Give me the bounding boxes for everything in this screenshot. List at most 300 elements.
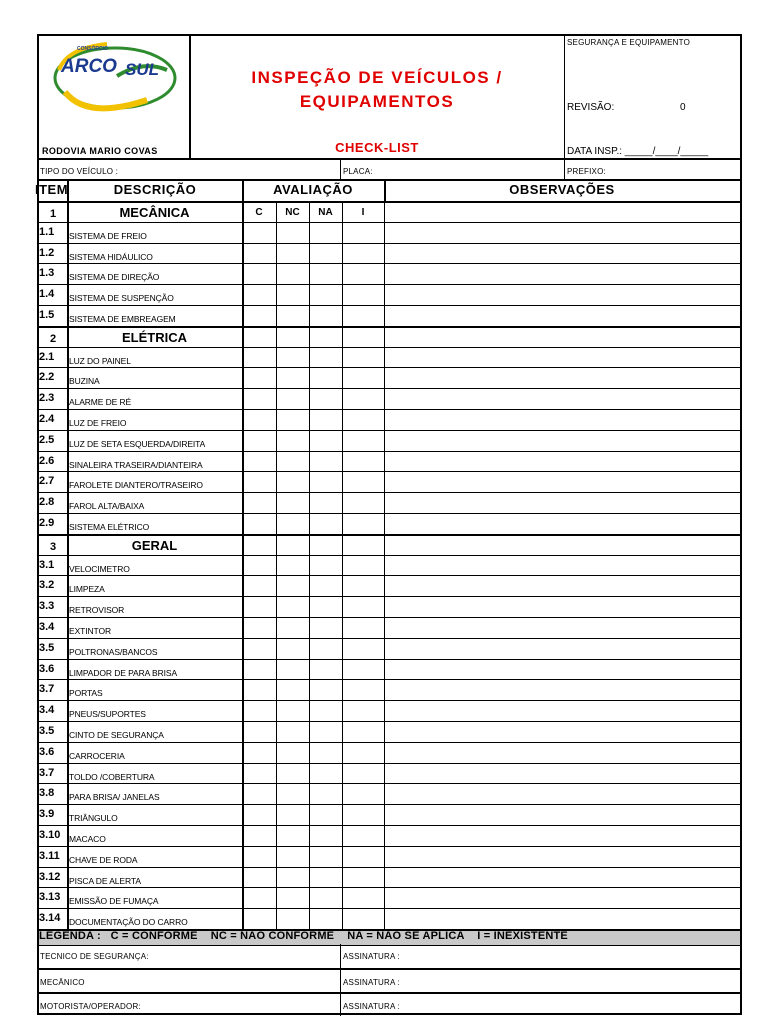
observation-field[interactable] <box>385 265 740 284</box>
checkbox-nc[interactable] <box>277 515 309 534</box>
observation-field[interactable] <box>385 661 740 680</box>
header-divider-right <box>564 36 565 158</box>
checkbox-nc[interactable] <box>277 889 309 908</box>
page-title-line2: EQUIPAMENTOS <box>299 92 455 111</box>
table-row <box>39 222 740 243</box>
observation-field[interactable] <box>385 411 740 430</box>
checkbox-na[interactable] <box>310 307 342 326</box>
item-number: 3.13 <box>39 891 61 904</box>
observation-field[interactable] <box>385 473 740 492</box>
table-row <box>39 263 740 284</box>
checkbox-na[interactable] <box>310 661 342 680</box>
observation-field[interactable] <box>385 369 740 388</box>
checkbox-na[interactable] <box>310 619 342 638</box>
signature-row <box>39 992 740 1016</box>
table-row <box>39 575 740 596</box>
checkbox-na[interactable] <box>310 515 342 534</box>
checkbox-na[interactable] <box>310 806 342 825</box>
observation-field[interactable] <box>385 245 740 264</box>
item-number: 2.7 <box>39 475 55 488</box>
signature-field[interactable]: ASSINATURA : <box>343 978 400 987</box>
column-divider <box>384 328 385 347</box>
checkbox-c[interactable] <box>243 286 276 305</box>
header-column-divider <box>242 179 244 201</box>
observation-field[interactable] <box>385 307 740 326</box>
checkbox-nc[interactable] <box>277 785 309 804</box>
checkbox-i[interactable] <box>343 598 384 617</box>
checkbox-na[interactable] <box>310 473 342 492</box>
checkbox-i[interactable] <box>343 785 384 804</box>
table-row <box>39 783 740 804</box>
checkbox-c[interactable] <box>243 390 276 409</box>
item-number: 3.1 <box>39 558 55 571</box>
checkbox-na[interactable] <box>310 785 342 804</box>
observation-field[interactable] <box>385 744 740 763</box>
column-divider <box>67 368 69 388</box>
item-number: 1 <box>49 208 57 220</box>
column-divider <box>67 868 69 888</box>
checkbox-c[interactable] <box>243 577 276 596</box>
checkbox-c[interactable] <box>243 307 276 326</box>
item-number: 2 <box>49 332 57 345</box>
checkbox-na[interactable] <box>310 744 342 763</box>
checkbox-i[interactable] <box>343 910 384 929</box>
page-subtitle: CHECK-LIST <box>335 140 419 155</box>
item-number: 3.9 <box>39 808 55 821</box>
table-row <box>39 347 740 368</box>
checkbox-na[interactable] <box>310 349 342 368</box>
checkbox-i[interactable] <box>343 224 384 243</box>
item-description: SISTEMA HIDÁULICO <box>69 251 153 262</box>
table-row <box>39 679 740 700</box>
checkbox-c[interactable] <box>243 827 276 846</box>
column-divider <box>67 764 69 784</box>
column-divider <box>67 805 69 825</box>
signature-divider <box>340 970 341 992</box>
checkbox-nc[interactable] <box>277 307 309 326</box>
signature-role[interactable]: TECNICO DE SEGURANÇA: <box>40 952 149 961</box>
checkbox-c[interactable] <box>243 723 276 742</box>
observation-field[interactable] <box>385 765 740 784</box>
checkbox-na[interactable] <box>310 910 342 929</box>
observation-field[interactable] <box>385 577 740 596</box>
checkbox-c[interactable] <box>243 702 276 721</box>
arcosul-logo <box>47 40 182 118</box>
checkbox-nc[interactable] <box>277 640 309 659</box>
column-divider <box>276 328 277 347</box>
checkbox-nc[interactable] <box>277 265 309 284</box>
signature-row <box>39 944 740 968</box>
checkbox-na[interactable] <box>310 411 342 430</box>
divider-prefix <box>564 160 565 180</box>
item-description: FAROLETE DIANTERO/TRASEIRO <box>69 480 203 491</box>
checkbox-nc[interactable] <box>277 245 309 264</box>
checkbox-c[interactable] <box>243 765 276 784</box>
section-name: ELÉTRICA <box>122 329 187 345</box>
checkbox-i[interactable] <box>343 557 384 576</box>
checkbox-na[interactable] <box>310 286 342 305</box>
item-number: 2.6 <box>39 454 55 467</box>
signature-field[interactable]: ASSINATURA : <box>343 952 400 961</box>
column-divider <box>67 597 69 617</box>
checkbox-c[interactable] <box>243 681 276 700</box>
header-column-divider <box>384 179 386 201</box>
revision-value: 0 <box>680 102 686 113</box>
checkbox-na[interactable] <box>310 598 342 617</box>
column-divider <box>67 285 69 305</box>
observation-field[interactable] <box>385 681 740 700</box>
item-number: 3.5 <box>39 641 55 654</box>
checkbox-i[interactable] <box>343 869 384 888</box>
checkbox-i[interactable] <box>343 411 384 430</box>
item-description: CHAVE DE RODA <box>69 854 138 865</box>
item-number: 3 <box>49 540 57 553</box>
checkbox-c[interactable] <box>243 515 276 534</box>
checkbox-na[interactable] <box>310 723 342 742</box>
checkbox-na[interactable] <box>310 640 342 659</box>
checkbox-i[interactable] <box>343 265 384 284</box>
table-row <box>39 721 740 742</box>
table-row <box>39 763 740 784</box>
checkbox-i[interactable] <box>343 827 384 846</box>
checkbox-c[interactable] <box>243 265 276 284</box>
checkbox-na[interactable] <box>310 577 342 596</box>
column-divider <box>67 888 69 908</box>
checkbox-na[interactable] <box>310 245 342 264</box>
column-divider <box>67 264 69 284</box>
checkbox-nc[interactable] <box>277 661 309 680</box>
checkbox-i[interactable] <box>343 848 384 867</box>
checkbox-na[interactable] <box>310 494 342 513</box>
checkbox-nc[interactable] <box>277 806 309 825</box>
section-name: MECÂNICA <box>119 205 190 220</box>
checkbox-c[interactable] <box>243 453 276 472</box>
checkbox-na[interactable] <box>310 432 342 451</box>
checkbox-i[interactable] <box>343 681 384 700</box>
checkbox-c[interactable] <box>243 661 276 680</box>
column-divider <box>384 536 385 555</box>
observation-field[interactable] <box>385 515 740 534</box>
logo-arco-text: ARCO <box>61 56 117 77</box>
column-divider <box>67 826 69 846</box>
checkbox-nc[interactable] <box>277 619 309 638</box>
checkbox-c[interactable] <box>243 848 276 867</box>
table-row <box>39 284 740 305</box>
item-number: 3.7 <box>39 766 55 779</box>
checkbox-nc[interactable] <box>277 557 309 576</box>
item-number: 1.3 <box>39 267 55 280</box>
item-number: 1.5 <box>39 309 55 321</box>
item-description: SISTEMA DE SUSPENÇÃO <box>69 293 174 304</box>
checkbox-nc[interactable] <box>277 577 309 596</box>
column-divider <box>67 493 69 513</box>
column-divider <box>67 348 69 368</box>
checkbox-c[interactable] <box>243 369 276 388</box>
revision-label: REVISÃO: <box>567 102 615 113</box>
checkbox-i[interactable] <box>343 744 384 763</box>
item-number: 2.3 <box>39 392 55 405</box>
section-row <box>39 326 740 347</box>
checkbox-c[interactable] <box>243 869 276 888</box>
item-number: 2.4 <box>39 413 55 425</box>
observation-field[interactable] <box>385 848 740 867</box>
column-divider <box>67 306 69 326</box>
column-divider <box>309 536 310 555</box>
item-number: 3.4 <box>39 704 55 717</box>
department-label: SEGURANÇA E EQUIPAMENTO <box>567 38 690 47</box>
column-divider <box>342 328 343 347</box>
item-description: PARA BRISA/ JANELAS <box>69 792 160 803</box>
plate-field[interactable]: PLACA: <box>343 167 373 176</box>
signature-role[interactable]: MOTORISTA/OPERADOR: <box>40 1002 141 1011</box>
checkbox-i[interactable] <box>343 286 384 305</box>
checkbox-na[interactable] <box>310 765 342 784</box>
checkbox-c[interactable] <box>243 619 276 638</box>
checkbox-c[interactable] <box>243 910 276 929</box>
item-description: LIMPADOR DE PARA BRISA <box>69 667 178 678</box>
checkbox-i[interactable] <box>343 245 384 264</box>
table-row <box>39 492 740 513</box>
column-header-top <box>39 179 740 181</box>
checkbox-c[interactable] <box>243 432 276 451</box>
checkbox-i[interactable] <box>343 661 384 680</box>
table-row <box>39 243 740 264</box>
observation-field[interactable] <box>385 619 740 638</box>
checkbox-na[interactable] <box>310 224 342 243</box>
checkbox-i[interactable] <box>343 453 384 472</box>
table-row <box>39 617 740 638</box>
item-description: BUZINA <box>69 376 100 387</box>
column-divider <box>67 576 69 596</box>
column-divider <box>309 328 310 347</box>
checkbox-na[interactable] <box>310 889 342 908</box>
divider-plate <box>340 160 341 180</box>
observation-field[interactable] <box>385 910 740 929</box>
item-description: EXTINTOR <box>69 626 112 636</box>
checkbox-nc[interactable] <box>277 723 309 742</box>
observation-field[interactable] <box>385 390 740 409</box>
item-description: PNEUS/SUPORTES <box>69 709 146 720</box>
checkbox-c[interactable] <box>243 785 276 804</box>
checkbox-nc[interactable] <box>277 848 309 867</box>
item-description: CARROCERIA <box>69 750 125 761</box>
column-divider <box>242 536 244 555</box>
observation-field[interactable] <box>385 785 740 804</box>
observation-field[interactable] <box>385 723 740 742</box>
column-divider <box>67 244 69 264</box>
checkbox-na[interactable] <box>310 390 342 409</box>
checkbox-nc[interactable] <box>277 681 309 700</box>
legend-text: LEGENDA : C = CONFORME NC = NÃO CONFORME NA = NÃO SE APLICA I = INEXISTENTE <box>39 930 568 942</box>
signature-row <box>39 968 740 992</box>
checkbox-c[interactable] <box>243 473 276 492</box>
column-evaluation: AVALIAÇÃO <box>273 182 353 197</box>
table-row <box>39 555 740 576</box>
checkbox-na[interactable] <box>310 869 342 888</box>
vehicle-type-field[interactable]: TIPO DO VEÍCULO : <box>40 167 119 176</box>
checkbox-c[interactable] <box>243 598 276 617</box>
checkbox-c[interactable] <box>243 889 276 908</box>
observation-field[interactable] <box>385 889 740 908</box>
checkbox-nc[interactable] <box>277 827 309 846</box>
checkbox-nc[interactable] <box>277 473 309 492</box>
item-number: 3.10 <box>39 829 61 841</box>
checkbox-c[interactable] <box>243 494 276 513</box>
checkbox-c[interactable] <box>243 245 276 264</box>
table-row <box>39 471 740 492</box>
checkbox-i[interactable] <box>343 889 384 908</box>
checkbox-na[interactable] <box>310 848 342 867</box>
observation-field[interactable] <box>385 349 740 368</box>
checkbox-c[interactable] <box>243 411 276 430</box>
checkbox-i[interactable] <box>343 577 384 596</box>
checkbox-nc[interactable] <box>277 744 309 763</box>
item-number: 2.9 <box>39 517 55 529</box>
column-divider <box>67 743 69 763</box>
item-number: 1.4 <box>39 288 55 301</box>
checkbox-nc[interactable] <box>277 390 309 409</box>
checkbox-nc[interactable] <box>277 411 309 430</box>
item-description: POLTRONAS/BANCOS <box>69 646 158 657</box>
checkbox-i[interactable] <box>343 765 384 784</box>
checkbox-na[interactable] <box>310 453 342 472</box>
item-number: 3.7 <box>39 683 55 696</box>
checkbox-nc[interactable] <box>277 286 309 305</box>
observation-field[interactable] <box>385 557 740 576</box>
item-number: 3.4 <box>39 621 55 633</box>
column-divider <box>67 203 69 222</box>
checkbox-c[interactable] <box>243 224 276 243</box>
checkbox-i[interactable] <box>343 702 384 721</box>
checkbox-na[interactable] <box>310 265 342 284</box>
table-row <box>39 825 740 846</box>
checkbox-i[interactable] <box>343 369 384 388</box>
column-divider <box>67 389 69 409</box>
item-description: LUZ DO PAINEL <box>69 355 131 366</box>
item-number: 3.6 <box>39 745 55 758</box>
column-divider <box>67 784 69 804</box>
observation-field[interactable] <box>385 453 740 472</box>
checkbox-i[interactable] <box>343 349 384 368</box>
signature-divider <box>340 994 341 1016</box>
checkbox-i[interactable] <box>343 494 384 513</box>
item-number: 3.6 <box>39 662 55 675</box>
checkbox-i[interactable] <box>343 432 384 451</box>
checkbox-i[interactable] <box>343 806 384 825</box>
checkbox-i[interactable] <box>343 473 384 492</box>
checkbox-nc[interactable] <box>277 765 309 784</box>
checkbox-i[interactable] <box>343 619 384 638</box>
checkbox-nc[interactable] <box>277 702 309 721</box>
observation-field[interactable] <box>385 806 740 825</box>
checkbox-i[interactable] <box>343 390 384 409</box>
item-description: SISTEMA DE DIREÇÃO <box>69 272 160 283</box>
checkbox-na[interactable] <box>310 369 342 388</box>
table-row <box>39 451 740 472</box>
column-divider <box>67 909 69 929</box>
item-number: 3.5 <box>39 725 55 737</box>
eval-header-i: I <box>361 207 365 218</box>
checkbox-c[interactable] <box>243 640 276 659</box>
checkbox-nc[interactable] <box>277 432 309 451</box>
checkbox-c[interactable] <box>243 806 276 825</box>
item-description: SISTEMA DE FREIO <box>69 230 147 241</box>
table-row <box>39 867 740 888</box>
prefix-field[interactable]: PREFIXO: <box>567 167 606 176</box>
checkbox-nc[interactable] <box>277 598 309 617</box>
checkbox-i[interactable] <box>343 723 384 742</box>
item-number: 3.14 <box>39 912 61 925</box>
observation-field[interactable] <box>385 286 740 305</box>
checkbox-nc[interactable] <box>277 494 309 513</box>
item-number: 1.1 <box>39 225 55 238</box>
checkbox-na[interactable] <box>310 557 342 576</box>
observation-field[interactable] <box>385 869 740 888</box>
column-item: ITEM <box>35 182 69 197</box>
checkbox-i[interactable] <box>343 515 384 534</box>
observation-field[interactable] <box>385 640 740 659</box>
item-description: DOCUMENTAÇÃO DO CARRO <box>69 917 188 928</box>
checkbox-nc[interactable] <box>277 453 309 472</box>
item-description: SISTEMA DE EMBREAGEM <box>69 314 176 324</box>
checkbox-c[interactable] <box>243 349 276 368</box>
inspection-date-field[interactable]: DATA INSP.: _____/____/_____ <box>567 146 709 157</box>
item-description: SISTEMA ELÉTRICO <box>69 522 150 532</box>
item-number: 2.8 <box>39 496 55 509</box>
checkbox-nc[interactable] <box>277 349 309 368</box>
column-divider <box>342 536 343 555</box>
section-row <box>39 534 740 555</box>
checkbox-na[interactable] <box>310 827 342 846</box>
table-row <box>39 742 740 763</box>
column-divider <box>67 701 69 721</box>
column-divider <box>67 660 69 680</box>
checkbox-i[interactable] <box>343 640 384 659</box>
observation-field[interactable] <box>385 827 740 846</box>
checkbox-nc[interactable] <box>277 369 309 388</box>
signature-field[interactable]: ASSINATURA : <box>343 1002 400 1011</box>
checkbox-nc[interactable] <box>277 910 309 929</box>
table-row <box>39 596 740 617</box>
table-row <box>39 804 740 825</box>
checkbox-na[interactable] <box>310 702 342 721</box>
item-number: 2.1 <box>39 350 55 363</box>
eval-header-na: NA <box>318 207 333 218</box>
signature-role[interactable]: MECÂNICO <box>40 978 85 987</box>
observation-field[interactable] <box>385 224 740 243</box>
checkbox-na[interactable] <box>310 681 342 700</box>
checkbox-nc[interactable] <box>277 869 309 888</box>
checkbox-c[interactable] <box>243 557 276 576</box>
eval-header-c: C <box>255 207 263 218</box>
observation-field[interactable] <box>385 494 740 513</box>
observation-field[interactable] <box>385 598 740 617</box>
column-divider <box>67 472 69 492</box>
checkbox-c[interactable] <box>243 744 276 763</box>
checkbox-i[interactable] <box>343 307 384 326</box>
checkbox-nc[interactable] <box>277 224 309 243</box>
item-number: 3.2 <box>39 579 55 592</box>
observation-field[interactable] <box>385 702 740 721</box>
table-row <box>39 659 740 680</box>
column-divider <box>67 410 69 430</box>
observation-field[interactable] <box>385 432 740 451</box>
table-row <box>39 846 740 867</box>
inspection-form <box>37 34 742 1015</box>
item-number: 3.11 <box>39 849 60 862</box>
table-row <box>39 638 740 659</box>
column-divider <box>67 223 69 243</box>
